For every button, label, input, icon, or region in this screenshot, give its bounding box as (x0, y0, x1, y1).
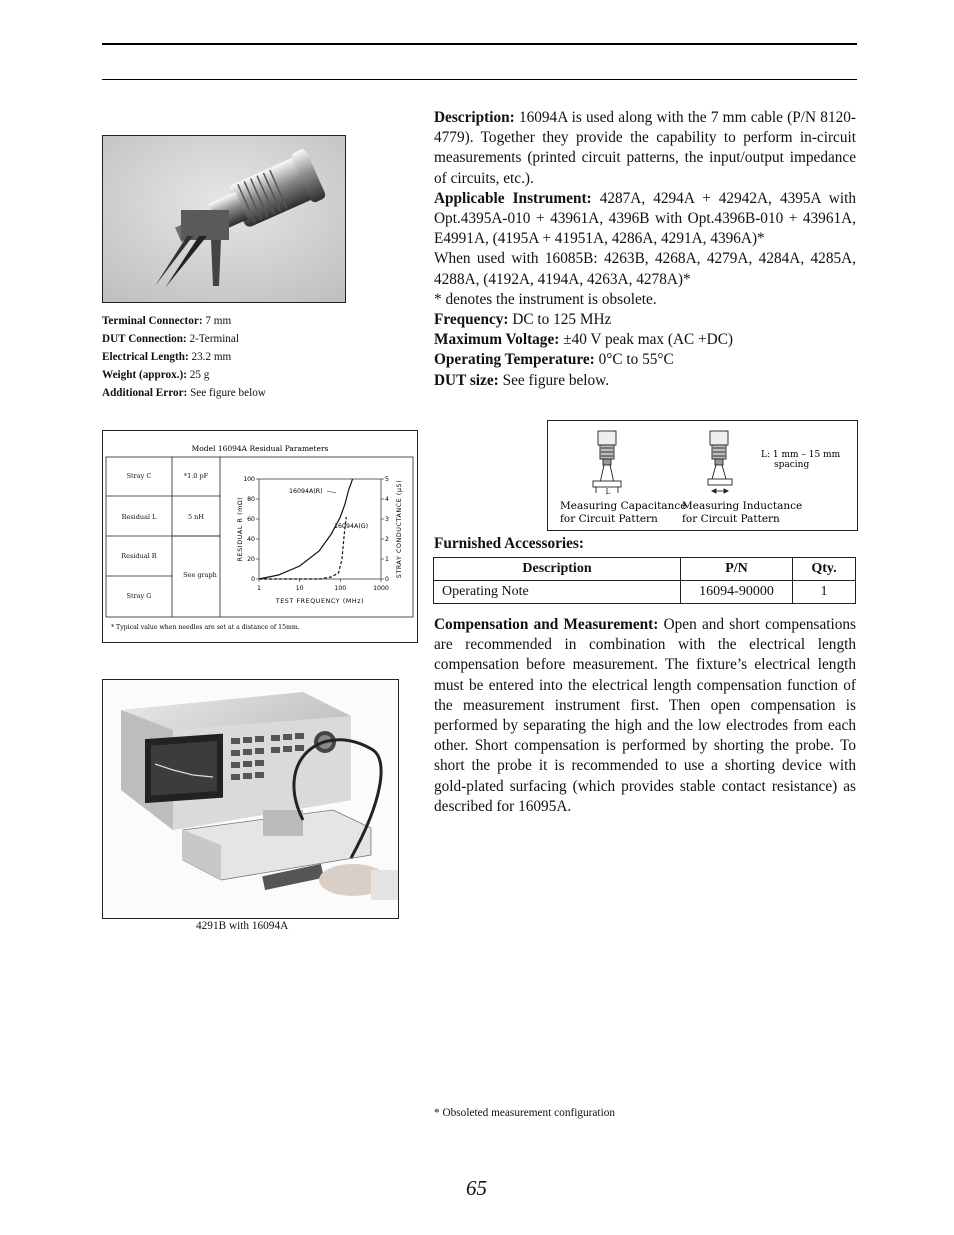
row-value-see-graph: See graph (183, 571, 217, 579)
series-label-r-leader (327, 491, 336, 493)
cap-caption-2: for Circuit Pattern (560, 513, 658, 525)
accessories-header-row (434, 558, 856, 581)
right-column (434, 108, 856, 391)
residual-graph-svg (103, 431, 417, 642)
dut-size-figure (547, 420, 858, 531)
x-tick-label: 1 (257, 585, 261, 592)
accessories-heading: Furnished Accessories: (434, 535, 584, 552)
row-label-residual-r: Residual R (121, 552, 157, 560)
spec-weight: Weight (approx.): 25 g (102, 369, 210, 381)
row-value-stray-c: *1.0 pF (183, 472, 209, 480)
y2-axis-label: STRAY CONDUCTANCE (μS) (396, 479, 403, 579)
spec-terminal-connector: Terminal Connector: 7 mm (102, 315, 232, 327)
spec-dut-connection: DUT Connection: 2-Terminal (102, 333, 239, 345)
series-label-g: 16094A(G) (334, 523, 369, 530)
residual-plot (237, 476, 403, 605)
product-photo (102, 135, 346, 303)
accessories-table (433, 557, 856, 604)
y-tick-label: 0 (251, 576, 255, 584)
applicable-instrument-paragraph: Applicable Instrument: 4287A, 4294A + 42942A, 4395A with Opt.4395A-010 + 43961A, 4396B with Opt.4396B-010 + 43961A, E4991A, (4195A + 41951A, 4286A, 4291A, 4396A)* (434, 189, 856, 248)
ind-caption-2: for Circuit Pattern (682, 513, 780, 525)
cell-pn: 16094-90000 (681, 581, 793, 604)
spec-list (102, 312, 402, 402)
y2-tick-label: 2 (385, 536, 389, 544)
cap-caption-1: Measuring Capacitance (560, 500, 687, 512)
col-pn: P/N (681, 558, 793, 581)
y2-tick-label: 4 (385, 496, 389, 504)
cell-description: Operating Note (434, 581, 681, 604)
with-16085b-paragraph: When used with 16085B: 4263B, 4268A, 4279A, 4284A, 4285A, 4288A, (4192A, 4194A, 4263A, 4278A)* (434, 250, 856, 288)
row-label-stray-g: Stray G (126, 592, 152, 600)
dut-size-line: DUT size: See figure below. (434, 371, 610, 389)
spec-electrical-length: Electrical Length: 23.2 mm (102, 351, 232, 363)
table-row (434, 581, 856, 604)
x-axis-label: TEST FREQUENCY (MHz) (275, 598, 365, 605)
residual-parameters-figure (102, 430, 418, 643)
cell-qty: 1 (793, 581, 856, 604)
operating-temperature-line: Operating Temperature: 0°C to 55°C (434, 351, 674, 369)
compensation-section (434, 615, 856, 817)
y-tick-label: 20 (247, 556, 255, 564)
y-axis-label: RESIDUAL R (mΩ) (237, 496, 244, 562)
figure-title: Model 16094A Residual Parameters (191, 444, 329, 453)
series-label-r: 16094A(R) (289, 488, 323, 495)
x-tick-label: 100 (334, 585, 347, 592)
instrument-photo (102, 679, 399, 919)
y2-tick-label: 5 (385, 476, 389, 484)
y-tick-label: 60 (247, 516, 255, 524)
instrument-photo-caption: 4291B with 16094A (196, 920, 289, 932)
spacing-label: L: 1 mm – 15 mm (761, 450, 841, 460)
y2-tick-label: 0 (385, 576, 389, 584)
spec-additional-error: Additional Error: See figure below (102, 387, 266, 399)
col-qty: Qty. (793, 558, 856, 581)
row-label-stray-c: Stray C (126, 472, 152, 480)
obsolete-note: * denotes the instrument is obsolete. (434, 290, 657, 308)
page-number: 65 (466, 1176, 487, 1200)
y-tick-label: 40 (247, 536, 255, 544)
row-value-residual-l: 5 nH (187, 513, 205, 521)
footnote: * Obsoleted measurement configuration (434, 1107, 616, 1119)
ind-caption-1: Measuring Inductance (682, 500, 803, 512)
y2-tick-label: 1 (385, 556, 389, 564)
description-paragraph: Description: 16094A is used along with the 7 mm cable (P/N 8120-4779). Together they provide the capability to perform in-circuit measurements (printed circuit patterns, the input/output impedance of circuits, etc.). (434, 109, 856, 187)
header-rule-bottom (102, 79, 857, 80)
max-voltage-line: Maximum Voltage: ±40 V peak max (AC +DC) (434, 331, 734, 349)
y-tick-label: 80 (247, 496, 255, 504)
x-tick-label: 1000 (373, 585, 389, 592)
capacitance-probe-drawing (593, 431, 621, 493)
x-tick-label: 10 (295, 585, 304, 592)
figure-footnote: * Typical value when needles are set at a distance of 15mm. (111, 624, 300, 631)
col-description: Description (434, 558, 681, 581)
y2-tick-label: 3 (385, 516, 389, 524)
l-mark: L (605, 488, 611, 496)
spacing-label-2: spacing (774, 460, 810, 470)
row-label-residual-l: Residual L (121, 513, 157, 521)
compensation-paragraph: Compensation and Measurement: Open and short compensations are recommended in combination with the electrical length compensation before measurement. The fixture’s electrical length must be entered into the electrical length compensation function of the measurement instrument first. Then open compensation is performed by separating the high and the low electrodes from each other. Short compensation is performed by shorting the probe. To short the probe it is recommended to use a shorting device with gold-plated surfacing (which provides stable contact resistance) as described for 16095A. (434, 616, 856, 815)
y-tick-label: 100 (243, 476, 255, 484)
frequency-line: Frequency: DC to 125 MHz (434, 311, 612, 329)
inductance-probe-drawing (708, 431, 732, 493)
header-rule-top (102, 43, 857, 45)
